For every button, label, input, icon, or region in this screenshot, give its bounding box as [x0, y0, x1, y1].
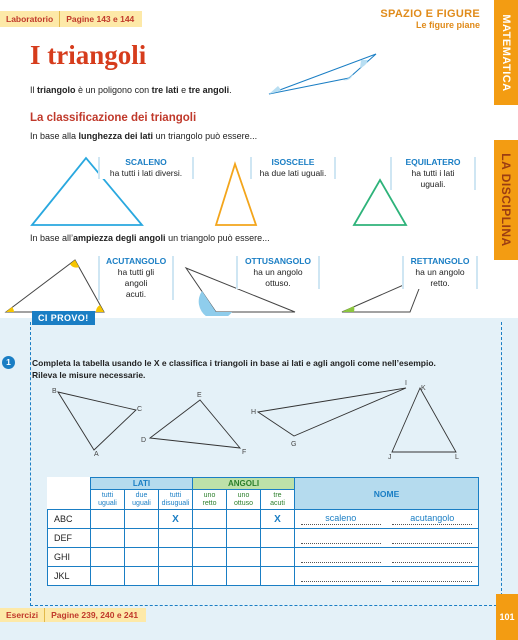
- angles-bold: ampiezza degli angoli: [73, 233, 166, 243]
- right-tag: [402, 256, 478, 289]
- cell-def-1[interactable]: [125, 529, 159, 548]
- obtuse-name: OTTUSANGOLO: [244, 256, 312, 266]
- intro-bold-triangolo: triangolo: [37, 85, 76, 95]
- sub-1-a: due: [135, 491, 148, 499]
- sub-3-a: uno: [203, 491, 216, 499]
- instruction-line-2: Rileva le misure necessarie.: [32, 370, 146, 380]
- point-label-b: B: [52, 388, 57, 395]
- sub-4-b: ottuso: [233, 499, 254, 507]
- cell-jkl-4[interactable]: [227, 567, 261, 586]
- right-name: RETTANGOLO: [410, 256, 470, 266]
- sub-one-obtuse: [227, 490, 261, 510]
- instruction-line-1: Completa la tabella usando le X e classifica i triangoli in base ai lati e agli angoli come nell’esempio.: [32, 358, 436, 368]
- sub-3-b: retto: [202, 499, 217, 507]
- cell-abc-4[interactable]: [227, 510, 261, 529]
- intro-bold-lati: tre lati: [151, 85, 179, 95]
- cell-jkl-1[interactable]: [125, 567, 159, 586]
- sides-pre: In base alla: [30, 131, 79, 141]
- cell-ghi-4[interactable]: [227, 548, 261, 567]
- lab-label: Laboratorio: [0, 11, 59, 27]
- sub-2-b: disuguali: [161, 499, 190, 507]
- table-row: [48, 548, 479, 567]
- intro-pre: Il: [30, 85, 38, 95]
- cell-def-2[interactable]: [159, 529, 193, 548]
- table-row: [48, 567, 479, 586]
- angles-post: un triangolo può essere...: [165, 233, 270, 243]
- angles-pre: In base all’: [30, 233, 74, 243]
- isosceles-desc: ha due lati uguali.: [259, 168, 327, 178]
- side-tab-discipline-label: LA DISCIPLINA: [499, 153, 513, 247]
- section-title: SPAZIO E FIGURE: [380, 8, 480, 20]
- name-def-sides[interactable]: [301, 532, 381, 544]
- group-name: NOME: [295, 478, 479, 510]
- obtuse-desc2: ottuso.: [265, 278, 291, 288]
- page-title: I triangoli: [30, 40, 147, 70]
- point-label-g: G: [291, 441, 297, 448]
- name-cell-def[interactable]: [295, 529, 479, 548]
- point-label-i: I: [405, 380, 407, 387]
- row-name-def: DEF: [48, 529, 91, 548]
- cell-ghi-5[interactable]: [261, 548, 295, 567]
- classification-table: [47, 477, 479, 586]
- cell-jkl-2[interactable]: [159, 567, 193, 586]
- intro-and: e: [178, 85, 189, 95]
- intro-text: [30, 85, 232, 95]
- row-name-jkl: JKL: [48, 567, 91, 586]
- section-subtitle: Le figure piane: [415, 20, 480, 30]
- obtuse-tag: [236, 256, 320, 289]
- group-sides: LATI: [91, 478, 193, 490]
- intro-bold-angoli: tre angoli: [188, 85, 230, 95]
- sub-three-acute: [261, 490, 295, 510]
- acute-tag: [98, 256, 174, 300]
- page-number: 101: [496, 594, 518, 640]
- name-cell-ghi[interactable]: [295, 548, 479, 567]
- title-triangle: [265, 50, 380, 100]
- name-def-angles[interactable]: [392, 532, 472, 544]
- isosceles-name: ISOSCELE: [271, 157, 315, 167]
- name-jkl-angles[interactable]: [392, 570, 472, 582]
- angles-intro: [30, 233, 270, 243]
- cell-ghi-2[interactable]: [159, 548, 193, 567]
- cell-def-4[interactable]: [227, 529, 261, 548]
- scalene-tag: [98, 157, 194, 179]
- point-label-h: H: [251, 409, 257, 416]
- equilateral-tag: [390, 157, 476, 190]
- point-label-j: J: [388, 454, 392, 461]
- name-jkl-sides[interactable]: [301, 570, 381, 582]
- cell-def-0[interactable]: [91, 529, 125, 548]
- sub-all-different: [159, 490, 193, 510]
- name-abc-angles[interactable]: acutangolo: [392, 513, 472, 525]
- sub-0-a: tutti: [101, 491, 114, 499]
- name-cell-abc[interactable]: [295, 510, 479, 529]
- sub-two-equal: [125, 490, 159, 510]
- cell-ghi-1[interactable]: [125, 548, 159, 567]
- section-heading: [380, 8, 480, 30]
- cell-def-3[interactable]: [193, 529, 227, 548]
- sub-2-a: tutti: [169, 491, 182, 499]
- acute-name: ACUTANGOLO: [106, 256, 167, 266]
- name-ghi-sides[interactable]: [301, 551, 381, 563]
- right-desc2: retto.: [430, 278, 450, 288]
- group-angles: ANGOLI: [193, 478, 295, 490]
- lab-reference: [0, 10, 142, 28]
- lab-pages: Pagine 143 e 144: [59, 11, 142, 27]
- table-group-row: [48, 478, 479, 490]
- obtuse-desc1: ha un angolo: [253, 267, 303, 277]
- side-tab-math: [494, 0, 518, 105]
- point-label-l: L: [455, 454, 459, 461]
- point-label-k: K: [421, 385, 426, 392]
- sides-bold: lunghezza dei lati: [78, 131, 154, 141]
- scalene-desc: ha tutti i lati diversi.: [109, 168, 183, 178]
- cell-abc-5[interactable]: X: [261, 510, 295, 529]
- sub-1-b: uguali: [132, 499, 151, 507]
- intro-end: .: [229, 85, 232, 95]
- table-row: [48, 529, 479, 548]
- sub-5-a: tre: [273, 491, 282, 499]
- intro-mid: è un poligono con: [75, 85, 152, 95]
- sub-all-equal: [91, 490, 125, 510]
- point-label-e: E: [197, 392, 202, 399]
- name-ghi-angles[interactable]: [392, 551, 472, 563]
- right-desc1: ha un angolo: [415, 267, 465, 277]
- classification-title: La classificazione dei triangoli: [30, 112, 197, 124]
- equilateral-name: EQUILATERO: [405, 157, 461, 167]
- point-label-a: A: [94, 451, 99, 458]
- sides-intro: [30, 131, 257, 141]
- sub-0-b: uguali: [98, 499, 117, 507]
- exercises-label: Esercizi: [0, 608, 44, 622]
- sub-one-right: [193, 490, 227, 510]
- sub-5-b: acuti: [270, 499, 285, 507]
- exercise-label: CI PROVO!: [32, 311, 95, 325]
- cell-abc-3[interactable]: [193, 510, 227, 529]
- sides-post: un triangolo può essere...: [153, 131, 258, 141]
- exercise-instructions: [32, 357, 492, 381]
- exercise-number: 1: [2, 356, 15, 369]
- equilateral-desc: ha tutti i lati uguali.: [411, 168, 455, 189]
- cell-abc-0[interactable]: [91, 510, 125, 529]
- side-tab-math-label: MATEMATICA: [500, 13, 512, 92]
- scalene-name: SCALENO: [125, 157, 167, 167]
- name-abc-sides[interactable]: scaleno: [301, 513, 381, 525]
- row-name-abc: ABC: [48, 510, 91, 529]
- exercises-reference: [0, 608, 146, 622]
- point-label-f: F: [242, 449, 247, 456]
- row-name-ghi: GHI: [48, 548, 91, 567]
- name-cell-jkl[interactable]: [295, 567, 479, 586]
- cell-abc-2[interactable]: X: [159, 510, 193, 529]
- acute-desc1: ha tutti gli angoli: [117, 267, 155, 288]
- cell-def-5[interactable]: [261, 529, 295, 548]
- cell-jkl-5[interactable]: [261, 567, 295, 586]
- cell-jkl-3[interactable]: [193, 567, 227, 586]
- point-label-d: D: [141, 437, 147, 444]
- sub-4-a: uno: [237, 491, 250, 499]
- cell-ghi-3[interactable]: [193, 548, 227, 567]
- cell-jkl-0[interactable]: [91, 567, 125, 586]
- cell-abc-1[interactable]: [125, 510, 159, 529]
- exercises-pages: Pagine 239, 240 e 241: [44, 608, 146, 622]
- cell-ghi-0[interactable]: [91, 548, 125, 567]
- acute-desc2: acuti.: [125, 289, 147, 299]
- point-label-c: C: [137, 406, 143, 413]
- isosceles-tag: [250, 157, 336, 179]
- table-row: [48, 510, 479, 529]
